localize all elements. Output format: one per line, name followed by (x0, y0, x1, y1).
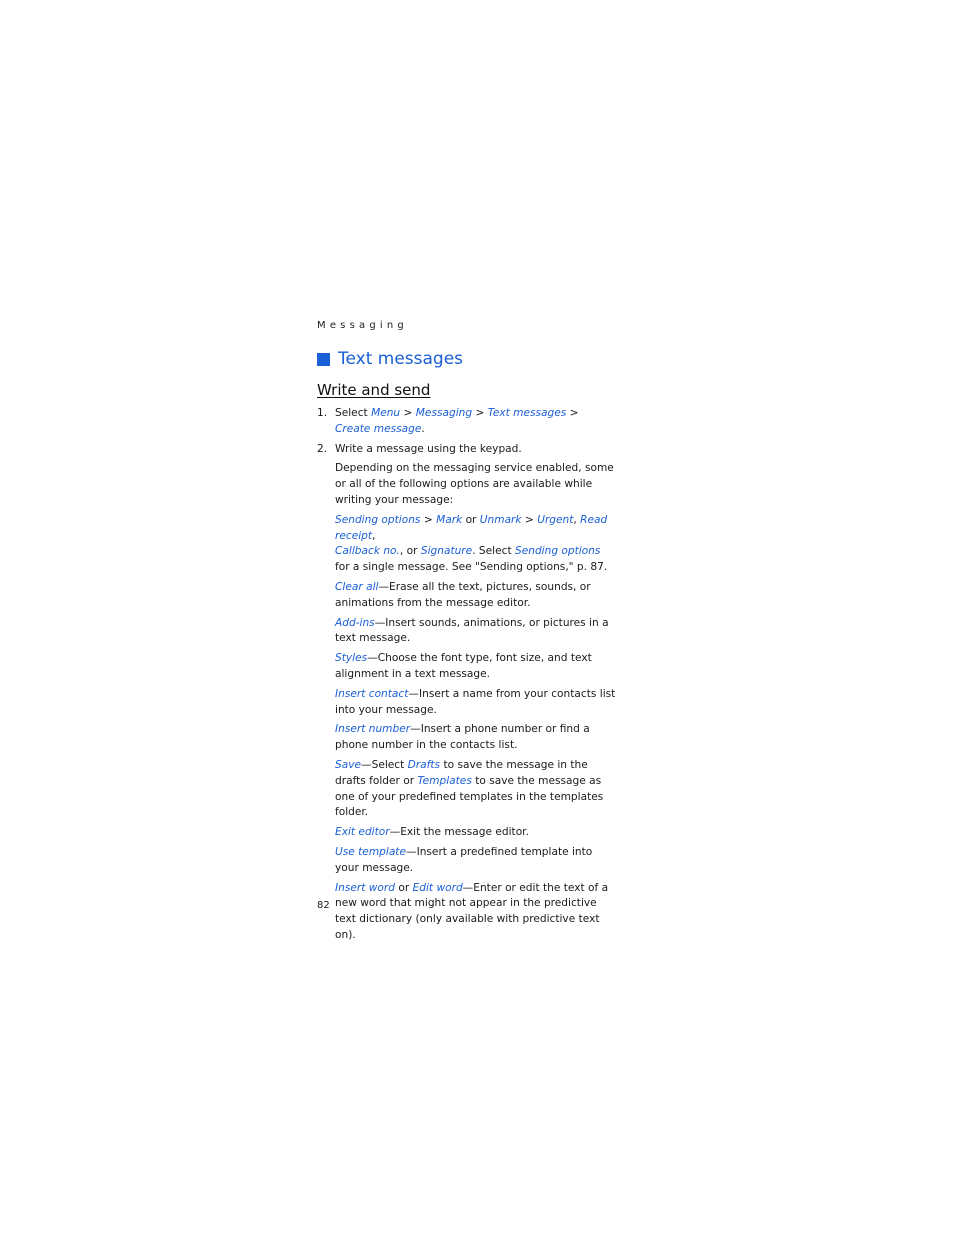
option-link: Insert word (335, 881, 395, 894)
option-link: Signature (420, 545, 473, 558)
option-link: Add-ins (335, 616, 375, 629)
step-number: 1. (317, 407, 328, 419)
text-run: or (462, 513, 480, 526)
option-description: —Insert a phone number or find a phone number in the contacts list. (335, 723, 590, 752)
manual-page (317, 318, 617, 944)
option-link: Urgent (537, 513, 574, 526)
option-insert-word (335, 881, 617, 944)
option-add-ins (335, 616, 617, 648)
option-use-template (335, 845, 617, 877)
text-run: . Select (472, 545, 515, 558)
option-description: —Insert sounds, animations, or pictures in a text message. (335, 616, 609, 645)
step-text (335, 406, 617, 438)
text-run: , (573, 513, 581, 526)
text-run: . (421, 422, 425, 435)
option-description: —Insert a predefined template into your message. (335, 845, 593, 874)
menu-path-link: Menu (371, 407, 401, 419)
section-heading (317, 346, 617, 372)
option-description: —Erase all the text, pictures, sounds, or animations from the message editor. (335, 580, 591, 609)
text-run: to save the message in the drafts folder or (335, 758, 588, 787)
option-link: Insert number (335, 723, 411, 736)
text-run: > (400, 407, 416, 419)
option-clear-all (335, 580, 617, 612)
option-link: Drafts (407, 758, 441, 771)
option-link: Use template (335, 845, 406, 858)
option-link: Templates (417, 774, 472, 787)
option-link: Callback no. (335, 545, 400, 558)
option-description: —Exit the message editor. (389, 826, 529, 839)
menu-path-link: Create message (335, 422, 422, 435)
intro-paragraph: Depending on the messaging service enabled, some or all of the following options are available while writing your message: (335, 462, 614, 506)
text-run: , or (399, 545, 421, 558)
text-run: > (472, 407, 488, 419)
option-insert-contact (335, 687, 617, 719)
step-number: 2. (317, 442, 328, 455)
option-description: —Insert a name from your contacts list into your message. (335, 687, 616, 716)
option-insert-number (335, 722, 617, 754)
heading-square-icon (317, 353, 330, 366)
text-run: —Select (361, 758, 408, 771)
option-link: Insert contact (335, 687, 409, 700)
option-description: —Choose the font type, font size, and text alignment in a text message. (335, 652, 592, 680)
step-2 (317, 442, 617, 458)
subheading: Write and send (317, 381, 431, 399)
step-1 (317, 406, 617, 438)
heading-title: Text messages (338, 349, 464, 369)
content-body (317, 406, 617, 944)
option-link: Unmark (479, 513, 522, 526)
option-link: Exit editor (335, 826, 390, 839)
option-link: Styles (335, 652, 368, 665)
option-link: Mark (436, 513, 463, 526)
option-save (335, 758, 617, 821)
text-run: > (521, 513, 538, 526)
text-run: Select (335, 407, 372, 419)
text-run: or (394, 881, 413, 894)
step-text: Write a message using the keypad. (335, 442, 522, 455)
text-run: to save the message as one of your predefined templates in the templates folder. (335, 774, 604, 819)
option-sending (335, 513, 617, 576)
option-link: Read receipt (335, 513, 608, 542)
text-run: > (566, 407, 579, 419)
option-link: Edit word (412, 881, 463, 894)
text-run: > (420, 513, 437, 526)
option-link: Clear all (335, 580, 379, 593)
text-run: for a single message. See "Sending options," p. 87. (335, 561, 608, 574)
section-label: Messaging (317, 320, 408, 331)
option-link: Sending options (514, 545, 601, 558)
option-link: Save (335, 758, 362, 771)
text-run: , (372, 529, 376, 542)
page-number: 82 (317, 900, 330, 911)
option-link: Sending options (335, 513, 421, 526)
option-styles (335, 651, 617, 683)
menu-path-link: Text messages (487, 407, 567, 419)
option-description: —Enter or edit the text of a new word that might not appear in the predictive text dictionary (only available with predictive text on). (335, 881, 609, 941)
option-exit-editor (335, 825, 617, 841)
menu-path-link: Messaging (415, 407, 473, 419)
